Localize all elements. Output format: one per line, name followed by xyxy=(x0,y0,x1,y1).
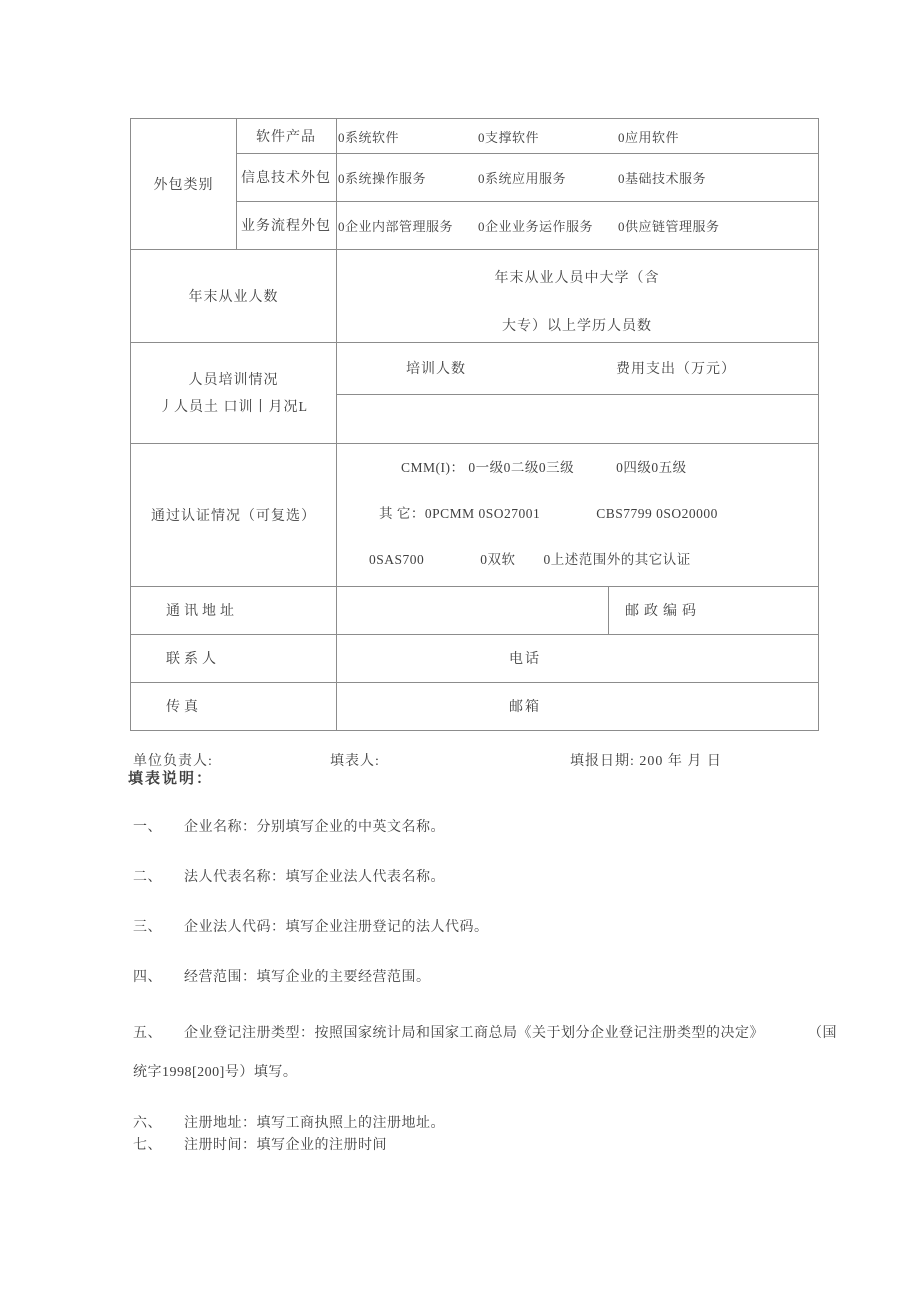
note-item-2: 二、 法人代表名称：填写企业法人代表名称。 xyxy=(133,870,445,885)
note-item-1: 一、 企业名称：分别填写企业的中英文名称。 xyxy=(133,820,445,835)
outsourcing-type-label: 外包类别 xyxy=(153,178,214,193)
certification-label: 通过认证情况（可复选） xyxy=(151,508,316,524)
note-item-4: 四、 经营范围：填写企业的主要经营范围。 xyxy=(133,970,431,985)
responsible-person-label: 单位负责人: xyxy=(133,754,213,769)
postal-code-label: 邮政编码 xyxy=(625,604,701,619)
training-blank-cell xyxy=(336,394,818,443)
note-item-3: 三、 企业法人代码：填写企业注册登记的法人代码。 xyxy=(133,920,489,935)
notes-title: 填表说明： xyxy=(128,771,214,787)
note-item-7: 七、 注册时间：填写企业的注册时间 xyxy=(133,1138,387,1153)
certification-line-sas: 0SAS700 0双软 0上述范围外的其它认证 xyxy=(369,552,691,567)
email-label: 邮箱 xyxy=(509,700,541,715)
employees-content-line2: 大专）以上学历人员数 xyxy=(502,319,652,334)
category-it-outsourcing: 信息技术外包 xyxy=(241,171,331,186)
checkbox-option: 0企业业务运作服务 xyxy=(478,218,594,234)
certification-line-other: 其 它：0PCMM 0SO27001 CBS7799 0SO20000 xyxy=(379,506,718,521)
note-item-5: 五、 企业登记注册类型：按照国家统计局和国家工商总局《关于划分企业登记注册类型的决定》 （国 xyxy=(133,1026,837,1041)
training-label xyxy=(131,342,336,443)
checkbox-option: 0支撑软件 xyxy=(478,129,540,145)
fill-date-label: 填报日期: 200 年 月 日 xyxy=(570,754,722,769)
training-people-header: 培训人数 xyxy=(406,362,466,377)
employees-label: 年末从业人数 xyxy=(188,289,279,305)
fax-label: 传真 xyxy=(166,700,202,715)
note-item-5-continued: 统字1998[200]号）填写。 xyxy=(133,1065,298,1080)
checkbox-option: 0供应链管理服务 xyxy=(618,218,720,234)
note-item-6: 六、 注册地址：填写工商执照上的注册地址。 xyxy=(133,1116,445,1131)
checkbox-option: 0系统应用服务 xyxy=(478,170,567,186)
checkbox-option: 0系统软件 xyxy=(338,129,400,145)
contact-label: 联系人 xyxy=(166,652,220,667)
checkbox-option: 0基础技术服务 xyxy=(618,170,707,186)
certification-content xyxy=(336,443,818,586)
checkbox-option: 0系统操作服务 xyxy=(338,170,427,186)
training-label-line1: 人员培训情况 xyxy=(188,373,279,388)
option-row xyxy=(336,153,818,201)
training-cost-header: 费用支出（万元） xyxy=(616,362,736,377)
checkbox-option: 0应用软件 xyxy=(618,129,680,145)
training-label-line2: 丿人员土 口训丨月况L xyxy=(158,400,309,415)
phone-label: 电话 xyxy=(509,652,541,667)
checkbox-option: 0企业内部管理服务 xyxy=(338,218,454,234)
form-table xyxy=(130,118,819,731)
employees-content-line1: 年末从业人员中大学（含 xyxy=(494,271,660,286)
option-row xyxy=(336,119,818,153)
form-filler-label: 填表人: xyxy=(330,754,380,769)
category-bpo: 业务流程外包 xyxy=(241,219,331,234)
employees-content xyxy=(336,249,818,342)
address-blank-cell xyxy=(336,586,608,634)
certification-line-cmm: CMM(I)： 0一级0二级0三级 0四级0五级 xyxy=(401,460,687,475)
category-software-product: 软件产品 xyxy=(256,130,316,145)
address-label: 通讯地址 xyxy=(166,604,238,619)
option-row xyxy=(336,201,818,249)
training-header-row xyxy=(336,342,818,394)
